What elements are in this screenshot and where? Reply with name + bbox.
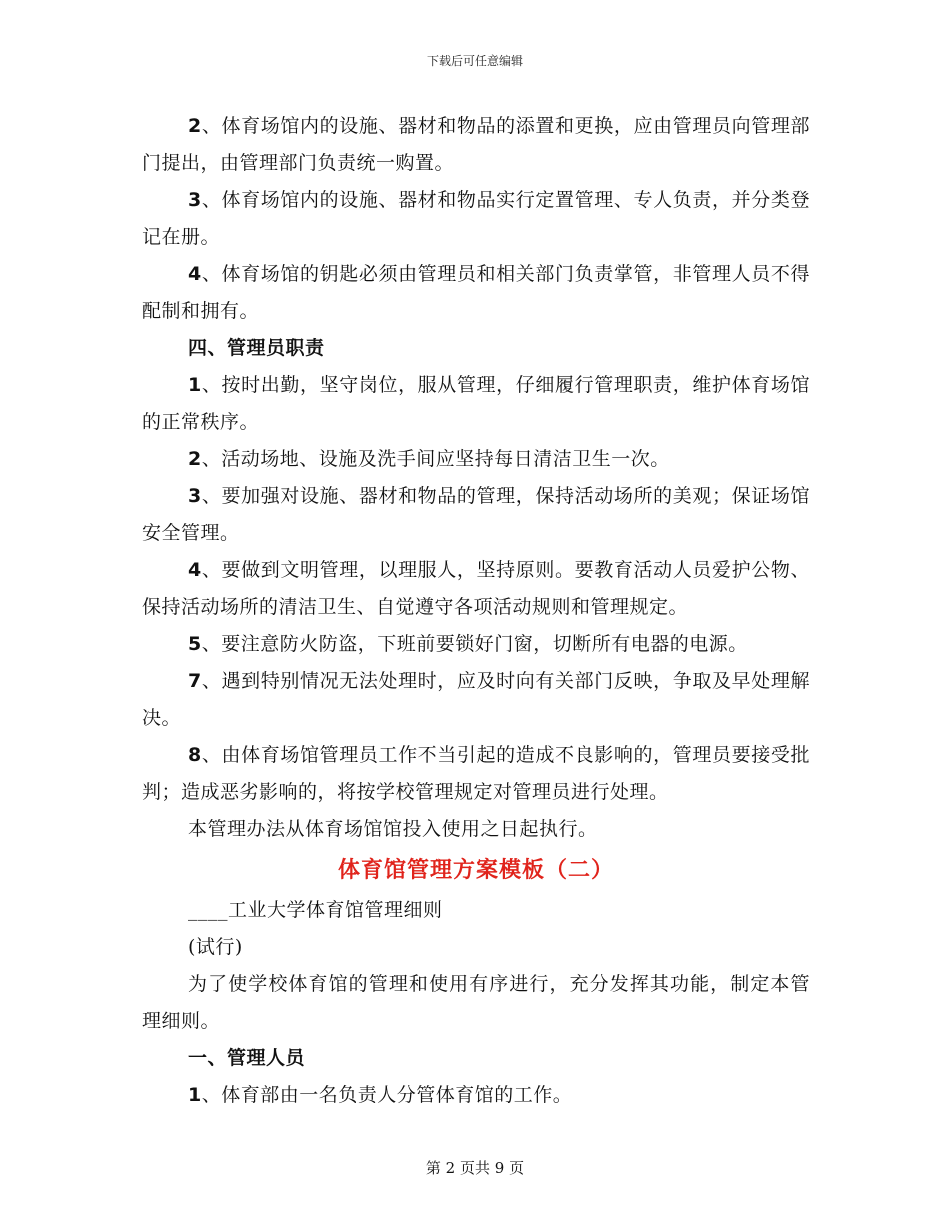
duty-5 bbox=[142, 626, 810, 663]
clause-text: 、遇到特别情况无法处理时，应及时向有关部门反映，争取及早处理解决。 bbox=[142, 670, 810, 729]
duty-2 bbox=[142, 441, 810, 478]
clause-number: 7 bbox=[188, 670, 202, 692]
clause-text: 、体育部由一名负责人分管体育馆的工作。 bbox=[201, 1084, 573, 1106]
clause-a-3 bbox=[142, 182, 810, 256]
clause-text: 、要加强对设施、器材和物品的管理，保持活动场所的美观；保证场馆安全管理。 bbox=[142, 485, 810, 544]
clause-a-2 bbox=[142, 108, 810, 182]
clause-text: 、体育场馆内的设施、器材和物品实行定置管理、专人负责，并分类登记在册。 bbox=[142, 189, 810, 248]
section-heading-staff: 一、管理人员 bbox=[188, 1047, 306, 1069]
clause-text: 、要注意防火防盗，下班前要锁好门窗，切断所有电器的电源。 bbox=[201, 633, 748, 655]
duty-1 bbox=[142, 367, 810, 441]
trial-note: (试行) bbox=[188, 936, 243, 958]
duty-8 bbox=[142, 737, 810, 811]
clause-number: 1 bbox=[188, 374, 202, 396]
clause-number: 3 bbox=[188, 189, 202, 211]
clause-number: 5 bbox=[188, 633, 202, 655]
clause-text: 、活动场地、设施及洗手间应坚持每日清洁卫生一次。 bbox=[201, 448, 670, 470]
section-heading-duties: 四、管理员职责 bbox=[188, 337, 325, 359]
document-subtitle: ____工业大学体育馆管理细则 bbox=[188, 899, 443, 921]
clause-number: 1 bbox=[188, 1084, 202, 1106]
staff-clause-1 bbox=[142, 1077, 810, 1114]
duty-4 bbox=[142, 552, 810, 626]
clause-text: 、由体育场馆管理员工作不当引起的造成不良影响的，管理员要接受批判；造成恶劣影响的，将按学校管理规定对管理员进行处理。 bbox=[142, 744, 810, 803]
clause-number: 8 bbox=[188, 744, 202, 766]
clause-number: 3 bbox=[188, 485, 202, 507]
clause-number: 4 bbox=[188, 263, 202, 285]
document-body bbox=[142, 108, 810, 1114]
clause-text: 、体育场馆的钥匙必须由管理员和相关部门负责掌管，非管理人员不得配制和拥有。 bbox=[142, 263, 810, 322]
clause-text: 、要做到文明管理，以理服人，坚持原则。要教育活动人员爱护公物、保持活动场所的清洁卫生、自觉遵守各项活动规则和管理规定。 bbox=[142, 559, 810, 618]
clause-number: 2 bbox=[188, 448, 202, 470]
clause-text: 、体育场馆内的设施、器材和物品的添置和更换，应由管理员向管理部门提出，由管理部门负责统一购置。 bbox=[142, 115, 810, 174]
intro-paragraph: 为了使学校体育馆的管理和使用有序进行，充分发挥其功能，制定本管理细则。 bbox=[142, 973, 810, 1032]
document-title: 体育馆管理方案模板（二） bbox=[337, 857, 614, 883]
clause-number: 4 bbox=[188, 559, 202, 581]
duty-3 bbox=[142, 478, 810, 552]
duty-7 bbox=[142, 663, 810, 737]
clause-text: 、按时出勤，坚守岗位，服从管理，仔细履行管理职责，维护体育场馆的正常秩序。 bbox=[142, 374, 810, 433]
page-header-note: 下载后可任意编辑 bbox=[426, 54, 523, 68]
clause-a-4 bbox=[142, 256, 810, 330]
page-number: 第 2 页共 9 页 bbox=[425, 1159, 525, 1177]
clause-number: 2 bbox=[188, 115, 202, 137]
closing-statement: 本管理办法从体育场馆馆投入使用之日起执行。 bbox=[188, 818, 598, 840]
